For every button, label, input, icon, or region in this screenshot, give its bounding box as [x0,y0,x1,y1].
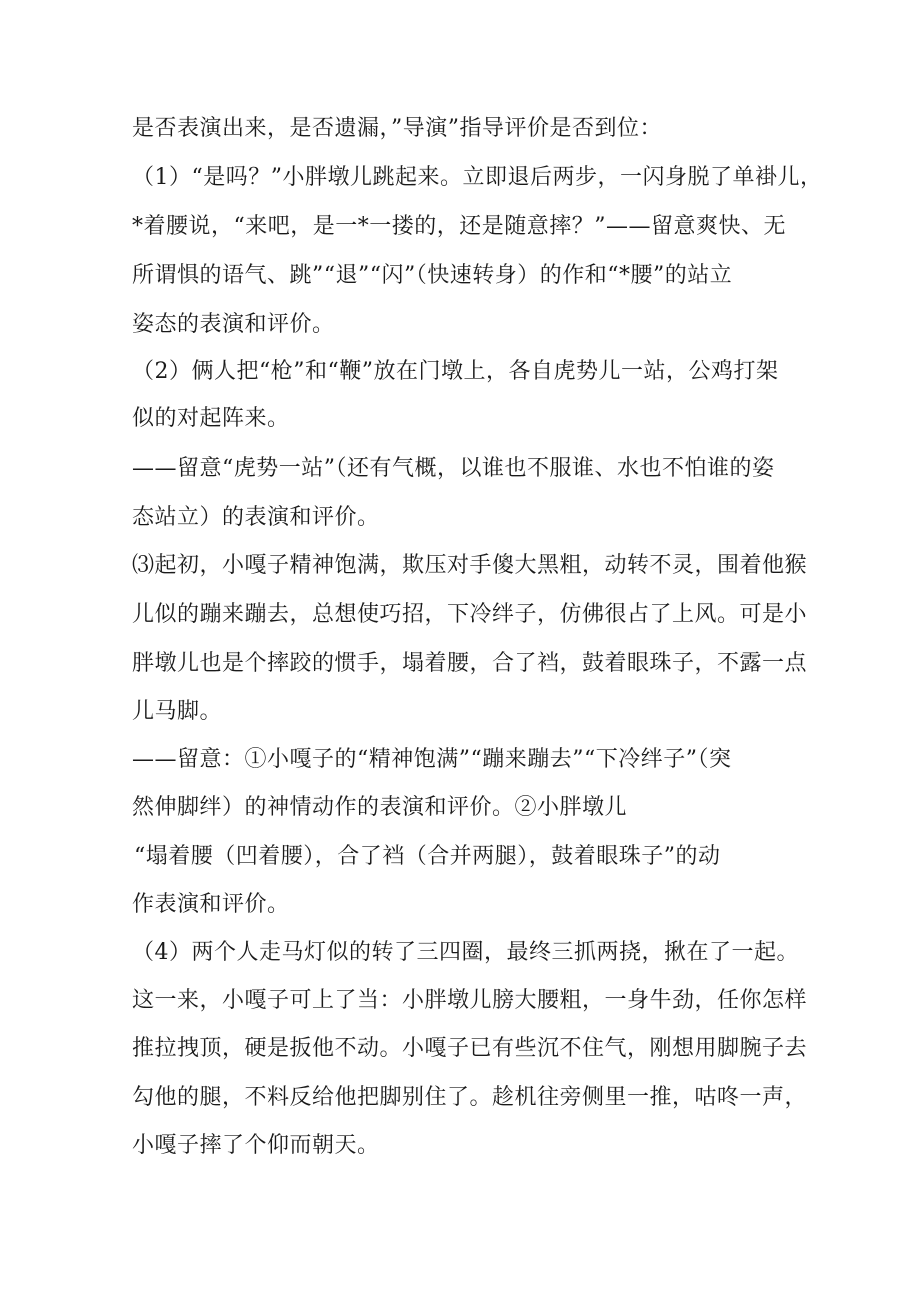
text-line: ——留意：①小嘎子的“精神饱满”“蹦来蹦去”“下冷绊子”（突 [132,747,732,772]
text-line: （2）俩人把“枪”和“鞭”放在门墩上，各自虎势儿一站，公鸡打架 [132,359,779,384]
text-line: （4）两个人走马灯似的转了三四圈，最终三抓两挠，揪在了一起。 [132,940,799,965]
text-line: 儿似的蹦来蹦去，总想使巧招，下冷绊子，仿佛很占了上风。可是小 [132,602,808,627]
text-line: 勾他的腿，不料反给他把脚别住了。趁机往旁侧里一推，咕咚一声， [132,1085,808,1110]
text-line: 胖墩儿也是个摔跤的惯手，塌着腰，合了裆，鼓着眼珠子，不露一点 [132,651,808,676]
text-line: “塌着腰（凹着腰），合了裆（合并两腿），鼓着眼珠子”的动 [134,844,721,869]
text-line: 小嘎子摔了个仰而朝天。 [132,1133,380,1158]
text-line: 儿马脚。 [132,699,223,724]
text-line: *着腰说，“来吧，是一*一搂的，还是随意摔？”——留意爽快、无 [132,214,786,239]
text-line: 态站立）的表演和评价。 [132,505,380,530]
text-line: 然伸脚绊）的神情动作的表演和评价。②小胖墩儿 [132,795,628,820]
text-line: 推拉拽顶，硬是扳他不动。小嘎子已有些沉不住气，刚想用脚腕子去 [132,1036,808,1061]
text-line: ⑶起初，小嘎子精神饱满，欺压对手傻大黑粗，动转不灵，围着他猴 [132,553,808,578]
text-line: 这一来，小嘎子可上了当：小胖墩儿膀大腰粗，一身牛劲，任你怎样 [132,988,808,1013]
text-line: 似的对起阵来。 [132,406,290,431]
text-line: ——留意“虎势一站”（还有气概，以谁也不服谁、水也不怕谁的姿 [132,456,775,481]
text-line: 作表演和评价。 [132,892,290,917]
text-line: （1）“是吗？”小胖墩儿跳起来。立即退后两步，一闪身脱了单褂儿， [132,165,823,190]
text-line: 所谓惧的语气、跳”“退”“闪”（快速转身）的作和“*腰”的站立 [132,263,733,288]
text-line: 姿态的表演和评价。 [132,312,335,337]
text-line: 是否表演出来，是否遗漏，”导演”指导评价是否到位： [132,116,662,141]
